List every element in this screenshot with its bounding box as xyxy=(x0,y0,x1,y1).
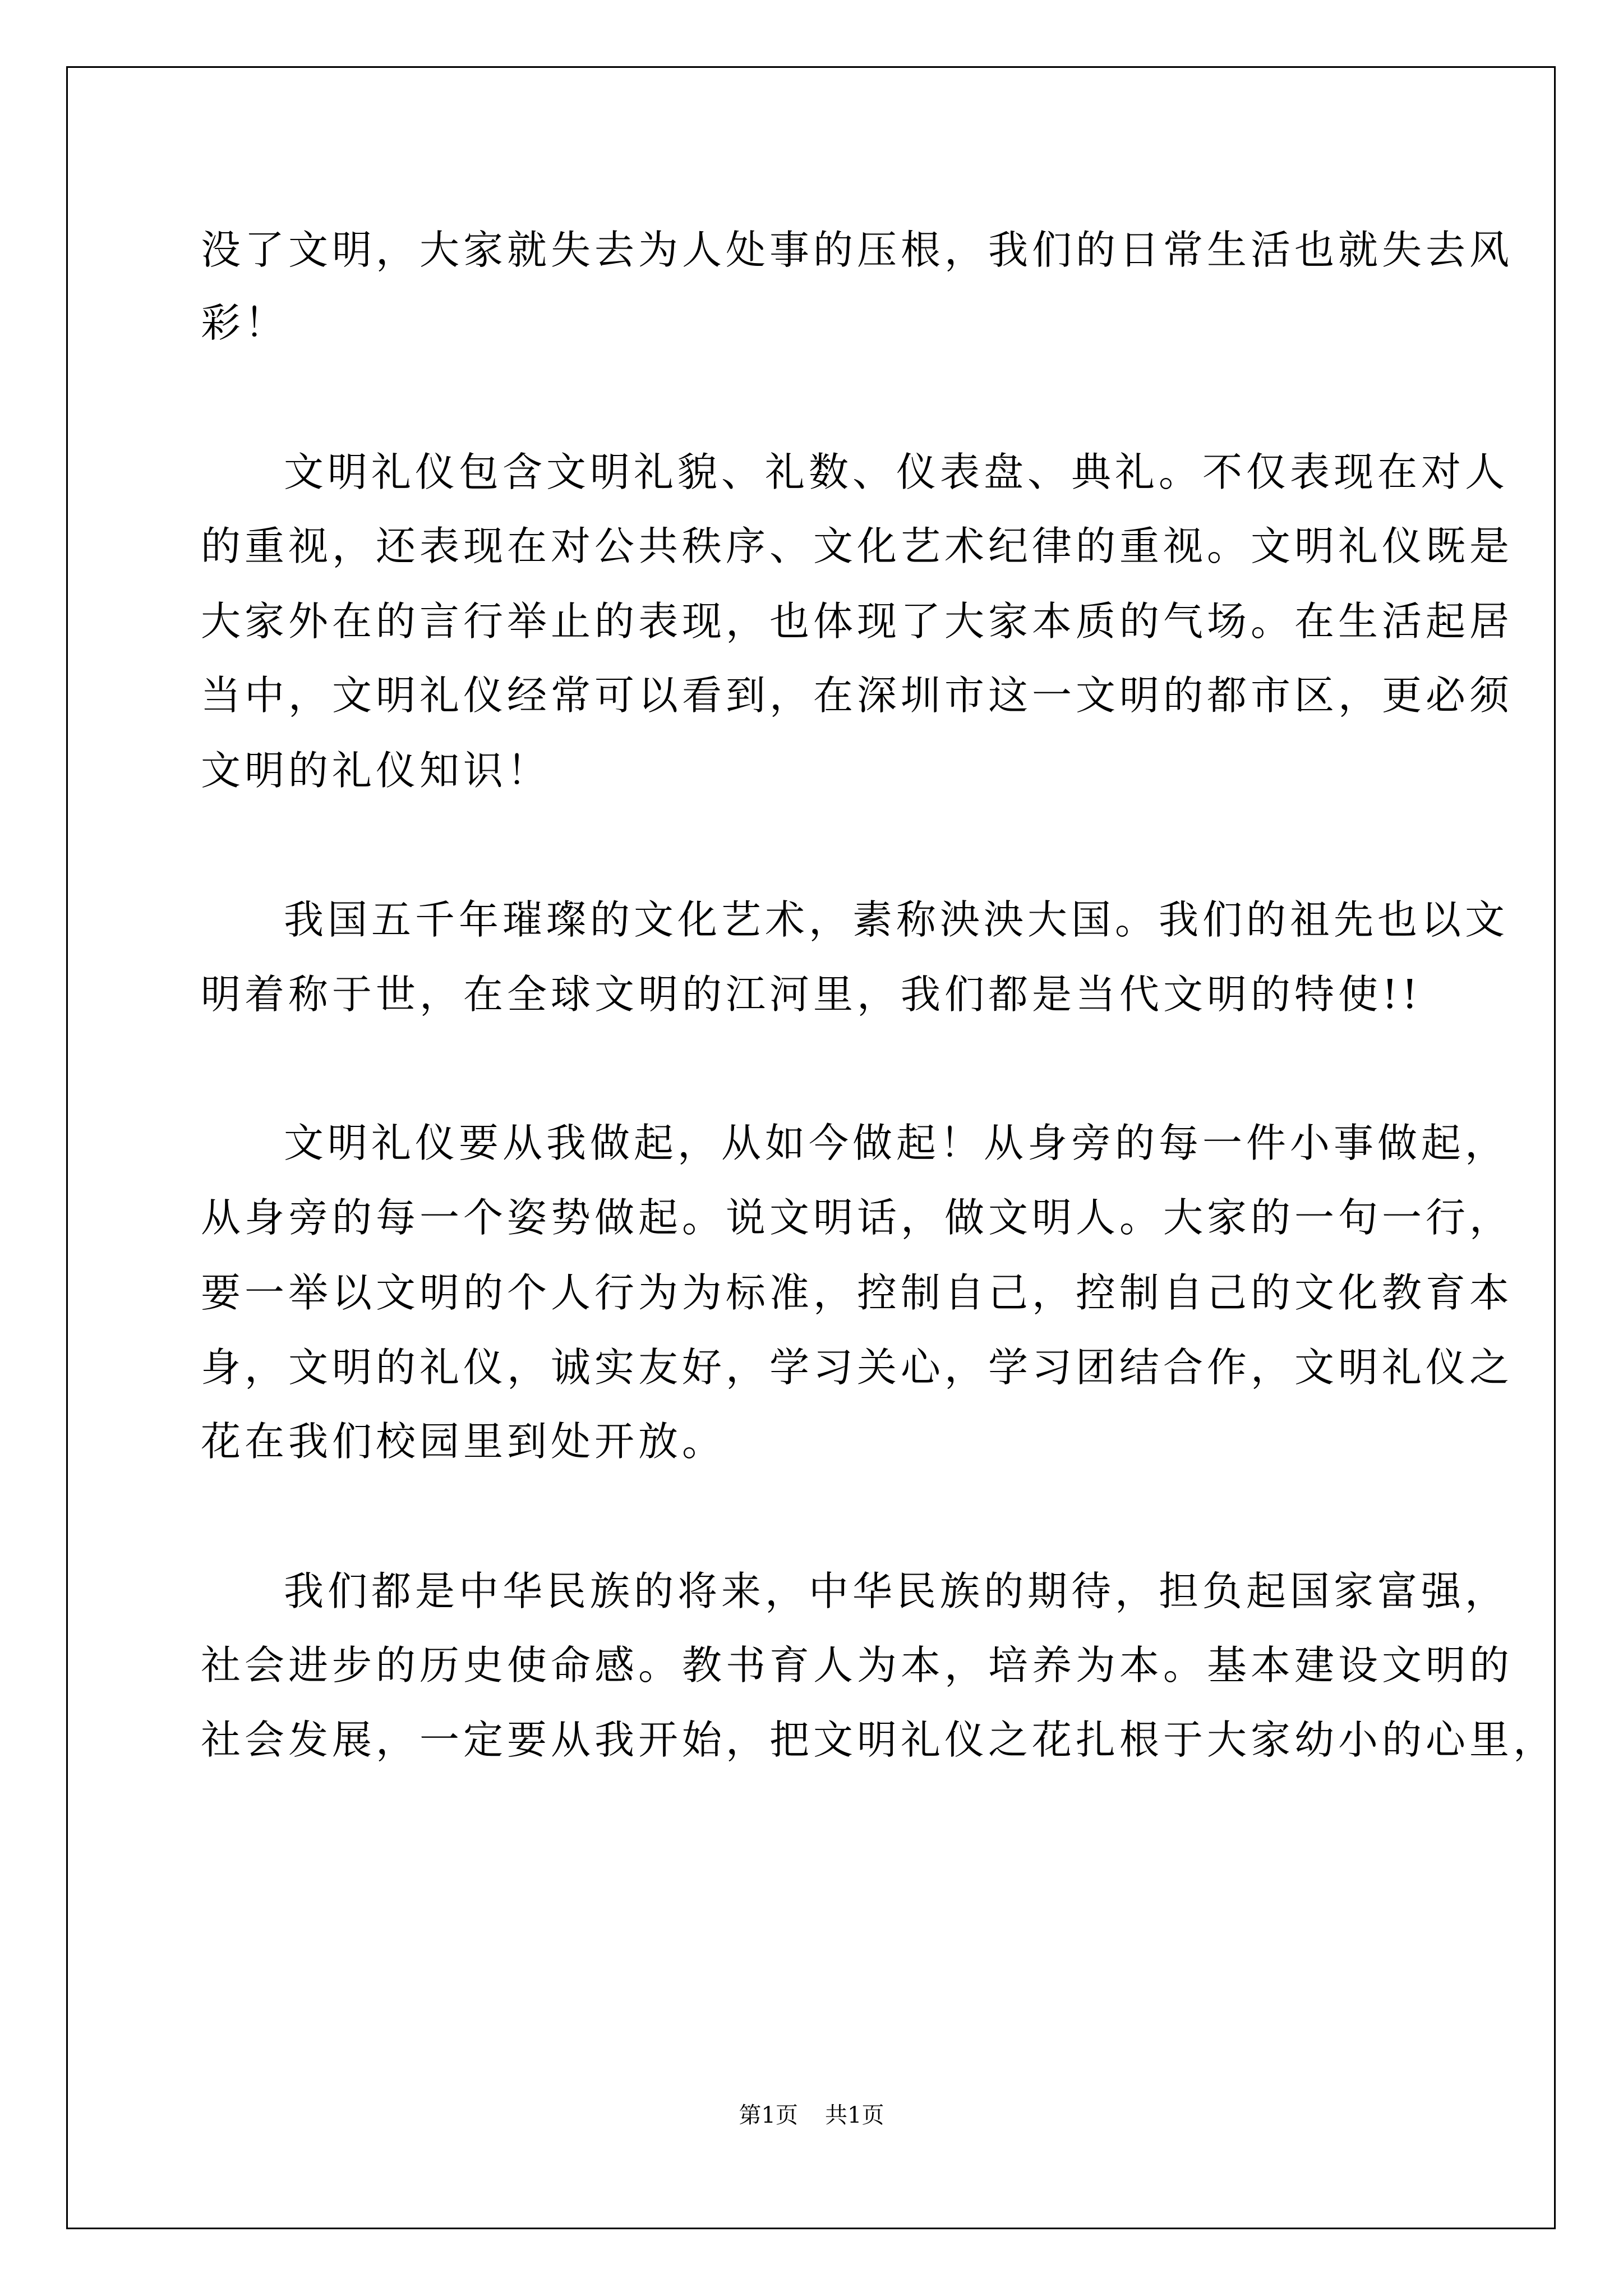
text-line-6: 当中，文明礼仪经常可以看到，在深圳市这一文明的都市区，更必须 xyxy=(201,672,1514,719)
text-line-13: 身，文明的礼仪，诚实友好，学习关心，学习团结合作，文明礼仪之 xyxy=(201,1344,1514,1391)
text-line-16: 社会进步的历史使命感。教书育人为本，培养为本。基本建设文明的 xyxy=(201,1642,1514,1688)
page-footer xyxy=(0,2102,1623,2129)
text-line-1: 没了文明，大家就失去为人处事的压根，我们的日常生活也就失去风 xyxy=(201,227,1514,273)
text-line-10: 文明礼仪要从我做起，从如今做起！从身旁的每一件小事做起， xyxy=(284,1120,1509,1166)
text-line-17: 社会发展，一定要从我开始，把文明礼仪之花扎根于大家幼小的心里， xyxy=(201,1717,1557,1763)
text-line-2: 彩！ xyxy=(201,300,289,346)
text-line-9: 明着称于世，在全球文明的江河里，我们都是当代文明的特使!! xyxy=(201,971,1422,1018)
page-number-current: 第1页 xyxy=(739,2102,798,2128)
text-line-5: 大家外在的言行举止的表现，也体现了大家本质的气场。在生活起居 xyxy=(201,598,1514,645)
text-line-8: 我国五千年璀璨的文化艺术，素称泱泱大国。我们的祖先也以文 xyxy=(284,896,1509,943)
text-line-14: 花在我们校园里到处开放。 xyxy=(201,1418,726,1465)
text-line-7: 文明的礼仪知识！ xyxy=(201,747,551,794)
text-line-3: 文明礼仪包含文明礼貌、礼数、仪表盘、典礼。不仅表现在对人 xyxy=(284,449,1509,495)
text-line-12: 要一举以文明的个人行为为标准，控制自己，控制自己的文化教育本 xyxy=(201,1269,1514,1316)
text-line-4: 的重视，还表现在对公共秩序、文化艺术纪律的重视。文明礼仪既是 xyxy=(201,523,1514,569)
page-number-total: 共1页 xyxy=(825,2102,884,2128)
text-line-11: 从身旁的每一个姿势做起。说文明话，做文明人。大家的一句一行， xyxy=(201,1194,1514,1241)
text-line-15: 我们都是中华民族的将来，中华民族的期待，担负起国家富强， xyxy=(284,1568,1509,1614)
